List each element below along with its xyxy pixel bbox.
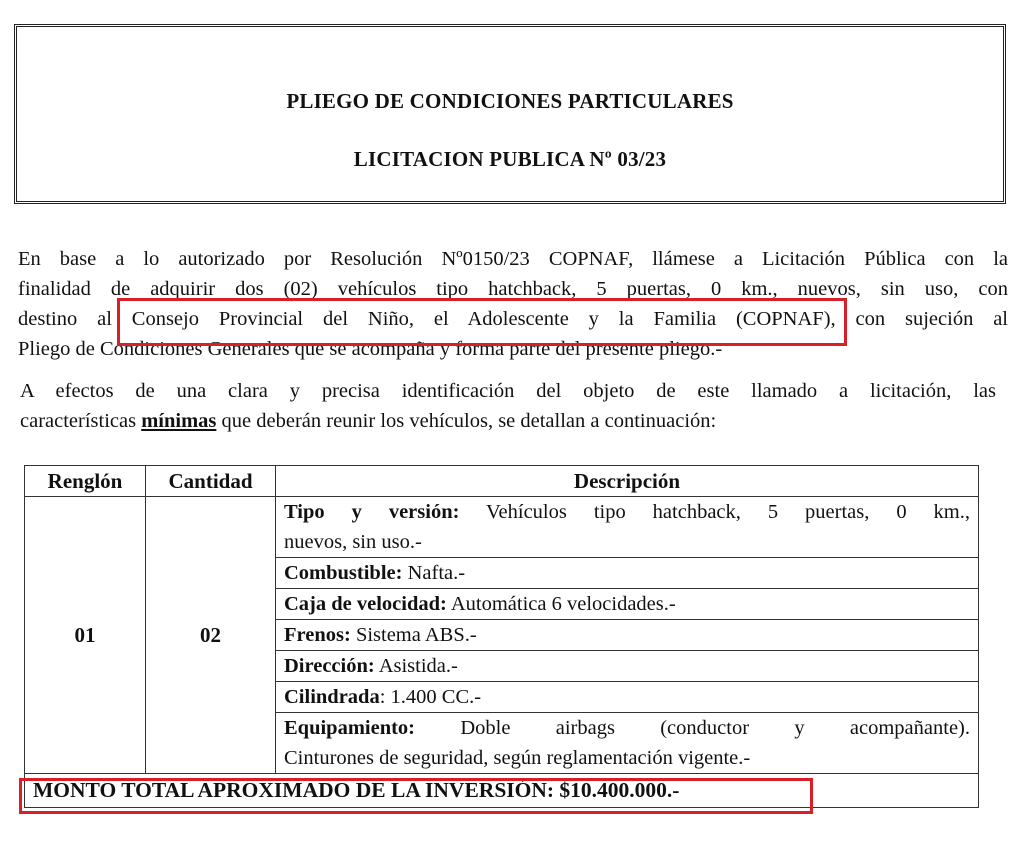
header-renglon: Renglón: [25, 466, 146, 497]
spec-value: Automática 6 velocidades.-: [446, 593, 676, 615]
intro-paragraph: [18, 244, 1008, 364]
document-title: PLIEGO DE CONDICIONES PARTICULARES: [286, 89, 734, 113]
description-cell: [276, 682, 979, 713]
spec-label: Combustible:: [284, 562, 403, 584]
description-cell: [276, 589, 979, 620]
minimas-emphasis: mínimas: [141, 410, 217, 432]
total-investment: MONTO TOTAL APROXIMADO DE LA INVERSIÓN: $10.400.000.-: [25, 774, 979, 808]
spec-value: nuevos, sin uso.-: [284, 531, 422, 553]
cantidad-value: 02: [146, 497, 276, 774]
objective-text: que deberán reunir los vehículos, se detallan a continuación:: [216, 410, 717, 432]
description-cell: [276, 651, 979, 682]
tender-number: LICITACION PUBLICA Nº 03/23: [353, 147, 667, 171]
spec-value: Nafta.-: [402, 562, 466, 584]
spec-label: Tipo y versión:: [284, 501, 460, 523]
header-descripcion: Descripción: [276, 466, 979, 497]
table-header-row: [25, 466, 979, 497]
spec-value: Cinturones de seguridad, según reglamentación vigente.-: [284, 747, 751, 769]
total-row: [25, 774, 979, 808]
description-line: [284, 713, 970, 743]
objective-line: [20, 406, 996, 436]
title-box: [14, 24, 1006, 204]
spec-value: : 1.400 CC.-: [379, 686, 482, 708]
description-cell: [276, 497, 979, 558]
spec-label: Caja de velocidad:: [284, 593, 447, 615]
spec-label: Equipamiento:: [284, 717, 415, 739]
intro-text: destino al: [18, 308, 132, 330]
objective-text: características: [20, 410, 142, 432]
spec-label: Cilindrada: [284, 686, 380, 708]
spec-value: Sistema ABS.-: [350, 624, 477, 646]
objective-line: A efectos de una clara y precisa identificación del objeto de este llamado a licitación, las: [20, 380, 996, 402]
objective-paragraph: [20, 376, 996, 436]
copnaf-name: Consejo Provincial del Niño, el Adolescente y la Familia (COPNAF): [131, 308, 831, 330]
renglon-value: 01: [25, 497, 146, 774]
intro-line: [18, 304, 1008, 334]
header-cantidad: Cantidad: [146, 466, 276, 497]
intro-line: Pliego de Condiciones Generales que se acompaña y forma parte del presente pliego.-: [18, 338, 723, 360]
spec-value: Vehículos tipo hatchback, 5 puertas, 0 km.,: [459, 501, 970, 523]
intro-line: finalidad de adquirir dos (02) vehículos tipo hatchback, 5 puertas, 0 km., nuevos, sin uso, con: [18, 278, 1008, 300]
spec-label: Frenos:: [284, 624, 351, 646]
specifications-table: [24, 465, 979, 808]
description-line: [284, 497, 970, 527]
table-row: [25, 497, 979, 558]
description-cell: [276, 713, 979, 774]
description-cell: [276, 620, 979, 651]
intro-line: En base a lo autorizado por Resolución Nº0150/23 COPNAF, llámese a Licitación Pública con la: [18, 248, 1008, 270]
spec-label: Dirección:: [284, 655, 375, 677]
spec-value: Asistida.-: [374, 655, 458, 677]
description-cell: [276, 558, 979, 589]
intro-text: , con sujeción al: [830, 308, 1009, 330]
spec-value: Doble airbags (conductor y acompañante).: [415, 717, 970, 739]
